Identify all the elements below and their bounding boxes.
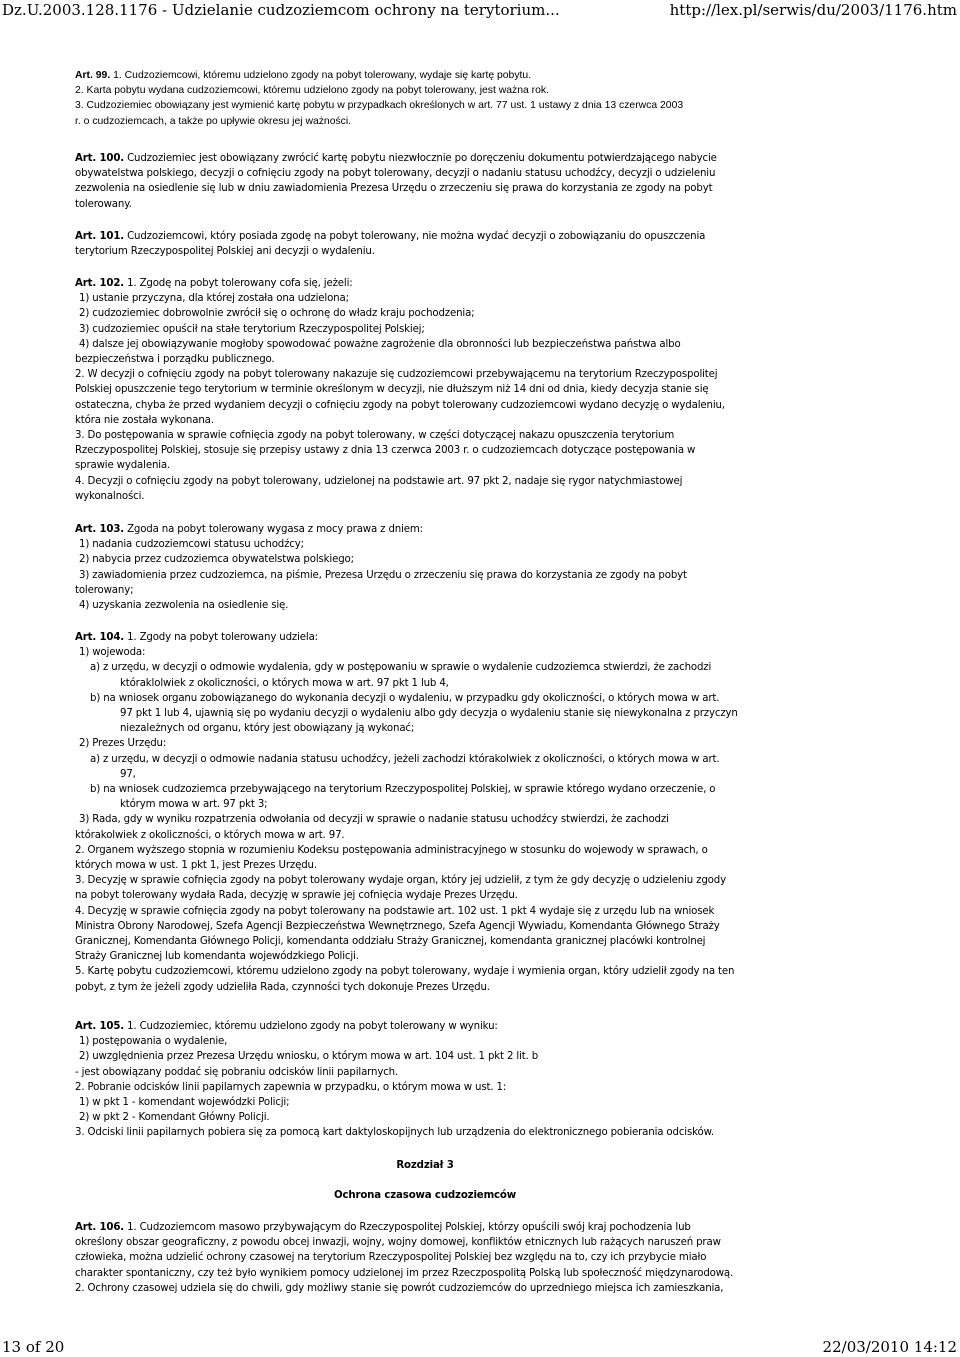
chapter-title: Ochrona czasowa cudzoziemców [333, 1190, 517, 1202]
text-line: Granicznej, Komendanta Głównego Policji, komendanta oddziału Straży Granicznej, komendanta granicznej placówki kontrolnej [75, 936, 706, 948]
text-line: 3) zawiadomienia przez cudzoziemca, na piśmie, Prezesa Urzędu o zrzeczeniu się prawa do korzystania ze zgody na pobyt [79, 569, 687, 581]
text-line: zezwolenia na osiedlenie się lub w dniu zawiadomienia Prezesa Urzędu o zrzeczeniu się prawa do korzystania ze zgody na pobyt [75, 183, 713, 195]
text-line: charakter spontaniczny, czy też było wynikiem pomocy udzielonej im przez Rzeczpospolitą Polską lub społeczność międzynarodową. [75, 1267, 734, 1279]
text-line: Rzeczypospolitej Polskiej, stosuje się przepisy ustawy z dnia 13 czerwca 2003 r. o cudzoziemcach dotyczące postępowania w [75, 445, 696, 457]
article-number: Art. 106. [75, 1222, 124, 1233]
text-line: człowieka, można udzielić ochrony czasowej na terytorium Rzeczypospolitej Polskiej bez względu na to, czy ich przybycie miało [75, 1252, 707, 1264]
text-line: 4) dalsze jej obowiązywanie mogłoby spowodować poważne zagrożenie dla obronności lub bezpieczeństwa państwa albo [79, 338, 681, 350]
article-number: Art. 104. [75, 632, 124, 643]
text-line: Ministra Obrony Narodowej, Szefa Agencji Bezpieczeństwa Wewnętrznego, Szefa Agencji Wywiadu, Komendanta Głównego Straży [75, 920, 720, 932]
text-line: 2) w pkt 2 - Komendant Główny Policji. [79, 1112, 270, 1124]
text-line: określony obszar geograficzny, z powodu obcej inwazji, wojny, wojny domowej, konfliktów etnicznych lub rażących naruszeń praw [75, 1237, 721, 1249]
text-line: sprawie wydalenia. [75, 460, 171, 472]
text-line: Straży Granicznej lub komendanta wojewódzkiego Policji. [75, 951, 359, 963]
print-datetime: 22/03/2010 14:12 [822, 1338, 957, 1356]
text-line: Cudzoziemcowi, który posiada zgodę na pobyt tolerowany, nie można wydać decyzji o zobowiązaniu do opuszczenia [123, 231, 706, 242]
text-line: 3) cudzoziemiec opuścił na stałe terytorium Rzeczypospolitej Polskiej; [79, 323, 425, 335]
text-line: ostateczna, chyba że przed wydaniem decyzji o cofnięciu zgody na pobyt tolerowany cudzoziemcowi wydano decyzję o wydaleniu, [75, 399, 725, 411]
text-line: 97 pkt 1 lub 4, ujawnią się po wydaniu decyzji o wydaleniu albo gdy decyzja o wydaleniu stanie się niewykonalna z przyczyn [120, 708, 738, 720]
text-line: 2) nabycia przez cudzoziemca obywatelstwa polskiego; [79, 554, 354, 566]
text-line: których mowa w ust. 1 pkt 1, jest Prezes Urzędu. [75, 860, 317, 872]
chapter-heading [75, 1158, 775, 1203]
text-line: 4) uzyskania zezwolenia na osiedlenie się. [79, 600, 289, 612]
text-line: na pobyt tolerowany wydała Rada, decyzję w sprawie jej cofnięcia wydaje Prezes Urzędu. [75, 890, 518, 902]
text-line: 1. Cudzoziemcowi, któremu udzielono zgody na pobyt tolerowany, wydaje się kartę pobytu. [110, 70, 532, 81]
article-number: Art. 99. [75, 70, 111, 81]
text-line: 2) Prezes Urzędu: [79, 738, 167, 750]
text-line: którym mowa w art. 97 pkt 3; [120, 799, 268, 811]
text-line: Cudzoziemiec jest obowiązany zwrócić kartę pobytu niezwłocznie po doręczeniu dokumentu potwierdzającego nabycie [123, 153, 717, 164]
text-line: tolerowany; [75, 584, 134, 596]
text-line: 4. Decyzję w sprawie cofnięcia zgody na pobyt tolerowany na podstawie art. 102 ust. 1 pkt 4 wydaje się z urzędu lub na wniosek [75, 905, 715, 917]
text-line: 1) w pkt 1 - komendant wojewódzki Policji; [79, 1097, 290, 1109]
article-103 [75, 522, 715, 613]
text-line: niezależnych od organu, który jest obowiązany ją wykonać; [120, 723, 415, 735]
text-line: 1. Zgody na pobyt tolerowany udziela: [123, 632, 318, 643]
article-104 [75, 630, 738, 995]
text-line: 3. Decyzję w sprawie cofnięcia zgody na pobyt tolerowany wydaje organ, który jej udzielił, z tym że gdy decyzję o udzieleniu zgody [75, 875, 726, 887]
text-line: 1) postępowania o wydalenie, [79, 1036, 228, 1048]
text-line: 97, [120, 768, 136, 780]
chapter-number: Rozdział 3 [396, 1160, 454, 1171]
article-number: Art. 100. [75, 153, 124, 164]
text-line: Zgoda na pobyt tolerowany wygasa z mocy prawa z dniem: [123, 524, 423, 535]
text-line: 2. W decyzji o cofnięciu zgody na pobyt tolerowany nakazuje się cudzoziemcowi przebywającemu na terytorium Rzeczypospolitej [75, 369, 718, 381]
text-line: 3. Do postępowania w sprawie cofnięcia zgody na pobyt tolerowany, w części dotyczącej nakazu opuszczenia terytorium [75, 430, 675, 442]
text-line: którakolwiek z okoliczności, o których mowa w art. 97. [75, 829, 345, 841]
text-line: 4. Decyzji o cofnięciu zgody na pobyt tolerowany, udzielonej na podstawie art. 97 pkt 2, nadaje się rygor natychmiastowej [75, 475, 683, 487]
text-line: Polskiej opuszczenie tego terytorium w terminie określonym w decyzji, nie dłuższym niż 14 dni od dnia, kiedy decyzja stanie się [75, 384, 709, 396]
text-line: 3) Rada, gdy w wyniku rozpatrzenia odwołania od decyzji w sprawie o nadanie statusu uchodźcy stwierdzi, że zachodzi [79, 814, 669, 826]
text-line: która nie została wykonana. [75, 414, 214, 426]
article-106 [75, 1220, 734, 1296]
text-line: 5. Kartę pobytu cudzoziemcowi, któremu udzielono zgody na pobyt tolerowany, wydaje i wymienia organ, który udzielił zgody na ten [75, 966, 735, 978]
text-line: 1. Cudzoziemiec, któremu udzielono zgody na pobyt tolerowany w wyniku: [123, 1021, 498, 1032]
text-line: wykonalności. [75, 490, 145, 502]
article-105 [75, 1019, 715, 1141]
text-line: 1) wojewoda: [79, 647, 146, 659]
header-title: Dz.U.2003.128.1176 - Udzielanie cudzoziemcom ochrony na terytorium... [2, 1, 560, 19]
text-line: 2. Organem wyższego stopnia w rozumieniu Kodeksu postępowania administracyjnego w stosunku do wojewody w sprawach, o [75, 844, 708, 856]
text-line: 1) ustanie przyczyna, dla której została ona udzielona; [79, 293, 349, 305]
text-line: b) na wniosek organu zobowiązanego do wykonania decyzji o wydaleniu, w przypadku gdy okoliczności, o których mowa w art. [90, 692, 720, 704]
text-line: b) na wniosek cudzoziemca przebywającego na terytorium Rzeczypospolitej Polskiej, w sprawie którego wydano orzeczenie, o [90, 784, 716, 796]
article-102 [75, 276, 725, 504]
article-number: Art. 102. [75, 278, 124, 289]
text-line: 1. Cudzoziemcom masowo przybywającym do Rzeczypospolitej Polskiej, którzy opuścili swój kraj pochodzenia lub [123, 1222, 691, 1233]
text-line: bezpieczeństwa i porządku publicznego. [75, 354, 275, 366]
article-99 [75, 68, 715, 129]
text-line: obywatelstwa polskiego, decyzji o cofnięciu zgody na pobyt tolerowany, decyzji o nadaniu statusu uchodźcy, decyzji o udzieleniu [75, 168, 716, 180]
text-line: - jest obowiązany poddać się pobraniu odcisków linii papilarnych. [75, 1066, 399, 1078]
text-line: pobyt, z tym że jeżeli zgody udzieliła Rada, czynności tych dokonuje Prezes Urzędu. [75, 981, 490, 993]
text-line: r. o cudzoziemcach, a także po upływie okresu jej ważności. [75, 115, 352, 127]
page-counter: 13 of 20 [2, 1338, 65, 1356]
text-line: 2. Karta pobytu wydana cudzoziemcowi, któremu udzielono zgody na pobyt tolerowany, jest ważna rok. [75, 85, 549, 97]
text-line: 3. Cudzoziemiec obowiązany jest wymienić kartę pobytu w przypadkach określonych w art. 77 ust. 1 ustawy z dnia 13 czerwca 2003 [75, 100, 684, 112]
text-line: 2. Ochrony czasowej udziela się do chwili, gdy możliwy stanie się powrót cudzoziemców do uprzedniego miejsca ich zamieszkania, [75, 1282, 724, 1294]
header-url[interactable]: http://lex.pl/serwis/du/2003/1176.htm [669, 1, 957, 19]
article-number: Art. 103. [75, 524, 124, 535]
text-line: 2) cudzoziemiec dobrowolnie zwrócił się o ochronę do władz kraju pochodzenia; [79, 308, 475, 320]
article-100 [75, 151, 715, 212]
text-line: 2) uwzględnienia przez Prezesa Urzędu wniosku, o którym mowa w art. 104 ust. 1 pkt 2 lit. b [79, 1051, 539, 1063]
text-line: któraklolwiek z okoliczności, o których mowa w art. 97 pkt 1 lub 4, [120, 677, 449, 689]
text-line: a) z urzędu, w decyzji o odmowie nadania statusu uchodźcy, jeżeli zachodzi którakolwiek z okoliczności, o których mowa w art. [90, 753, 720, 765]
text-line: 1. Zgodę na pobyt tolerowany cofa się, jeżeli: [123, 278, 353, 289]
text-line: 2. Pobranie odcisków linii papilarnych zapewnia w przypadku, o którym mowa w ust. 1: [75, 1081, 507, 1093]
text-line: 3. Odciski linii papilarnych pobiera się za pomocą kart daktyloskopijnych lub urządzenia do elektronicznego pobierania odcisków. [75, 1127, 714, 1139]
article-number: Art. 105. [75, 1021, 124, 1032]
article-101 [75, 229, 715, 259]
article-number: Art. 101. [75, 231, 124, 242]
text-line: tolerowany. [75, 198, 132, 210]
text-line: a) z urzędu, w decyzji o odmowie wydalenia, gdy w postępowaniu w sprawie o wydalenie cudzoziemca stwierdzi, że zachodzi [90, 662, 712, 674]
text-line: terytorium Rzeczypospolitej Polskiej ani decyzji o wydaleniu. [75, 246, 375, 258]
text-line: 1) nadania cudzoziemcowi statusu uchodźcy; [79, 539, 304, 551]
